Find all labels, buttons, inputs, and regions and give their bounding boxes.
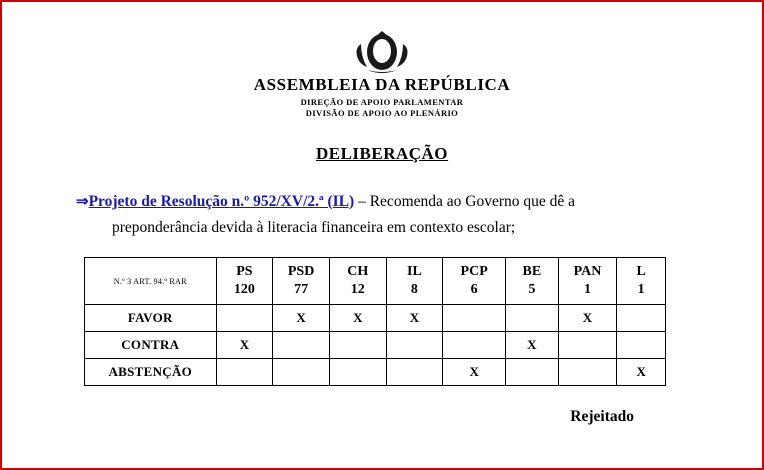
vote-cell: X (617, 359, 666, 386)
party-count: 6 (470, 281, 478, 297)
table-row (85, 359, 666, 386)
document-body (2, 2, 762, 468)
party-count: 8 (410, 281, 418, 297)
vote-cell (506, 305, 559, 332)
vote-cell (443, 332, 506, 359)
row-label-favor: FAVOR (85, 305, 217, 332)
vote-cell (216, 359, 273, 386)
party-name: CH (347, 264, 369, 280)
resolution-link[interactable]: Projeto de Resolução n.º 952/XV/2.ª (IL) (88, 192, 355, 210)
vote-cell: X (558, 305, 617, 332)
row-label-abstencao: ABSTENÇÃO (85, 359, 217, 386)
paragraph-text-line2: preponderância devida à literacia financeira em contexto escolar; (112, 219, 516, 237)
vote-cell (273, 359, 330, 386)
party-count: 5 (528, 281, 536, 297)
vote-cell (216, 305, 273, 332)
party-name: BE (522, 264, 542, 280)
party-header-pan (558, 258, 617, 305)
vote-cell (558, 359, 617, 386)
party-header-l (617, 258, 666, 305)
vote-cell: X (329, 305, 386, 332)
vote-cell (443, 305, 506, 332)
vote-cell (386, 332, 443, 359)
vote-cell: X (443, 359, 506, 386)
organization-subtitle-1: DIREÇÃO DE APOIO PARLAMENTAR (300, 96, 464, 107)
party-header-pcp (443, 258, 506, 305)
table-header-row (85, 258, 666, 305)
vote-cell (506, 359, 559, 386)
arrow-icon: ⇒ (76, 193, 89, 210)
party-name: PCP (460, 264, 488, 280)
party-count: 1 (583, 281, 591, 297)
party-header-psd (273, 258, 330, 305)
party-header-ch (329, 258, 386, 305)
vote-table-container (62, 257, 702, 386)
vote-cell (329, 332, 386, 359)
party-count: 12 (350, 281, 365, 297)
page-title: DELIBERAÇÃO (315, 143, 449, 163)
vote-cell (617, 305, 666, 332)
document-header (62, 28, 702, 118)
vote-cell: X (506, 332, 559, 359)
vote-cell: X (386, 305, 443, 332)
party-header-be (506, 258, 559, 305)
party-header-ps (216, 258, 273, 305)
vote-cell (329, 359, 386, 386)
vote-table (84, 257, 666, 386)
party-name: IL (407, 264, 422, 280)
table-row (85, 332, 666, 359)
organization-title: ASSEMBLEIA DA REPÚBLICA (253, 75, 511, 94)
deliberation-paragraph (62, 190, 702, 242)
vote-cell (386, 359, 443, 386)
party-count: 120 (233, 281, 255, 297)
table-row (85, 305, 666, 332)
paragraph-text-line1: – Recomenda ao Governo que dê a (358, 192, 576, 210)
vote-cell: X (273, 305, 330, 332)
vote-cell (558, 332, 617, 359)
organization-subtitle-2: DIVISÃO DE APOIO AO PLENÁRIO (305, 107, 459, 118)
party-name: PAN (573, 264, 602, 280)
vote-result: Rejeitado (570, 408, 634, 426)
party-name: PSD (287, 264, 315, 280)
vote-cell (617, 332, 666, 359)
vote-cell (273, 332, 330, 359)
table-legend: N.º 3 ART. 94.º RAR (85, 258, 217, 305)
party-count: 77 (294, 281, 309, 297)
row-label-contra: CONTRA (85, 332, 217, 359)
party-header-il (386, 258, 443, 305)
party-name: L (636, 264, 646, 280)
coat-of-arms-icon (349, 28, 415, 74)
vote-cell: X (216, 332, 273, 359)
party-name: PS (236, 264, 253, 280)
party-count: 1 (637, 281, 645, 297)
